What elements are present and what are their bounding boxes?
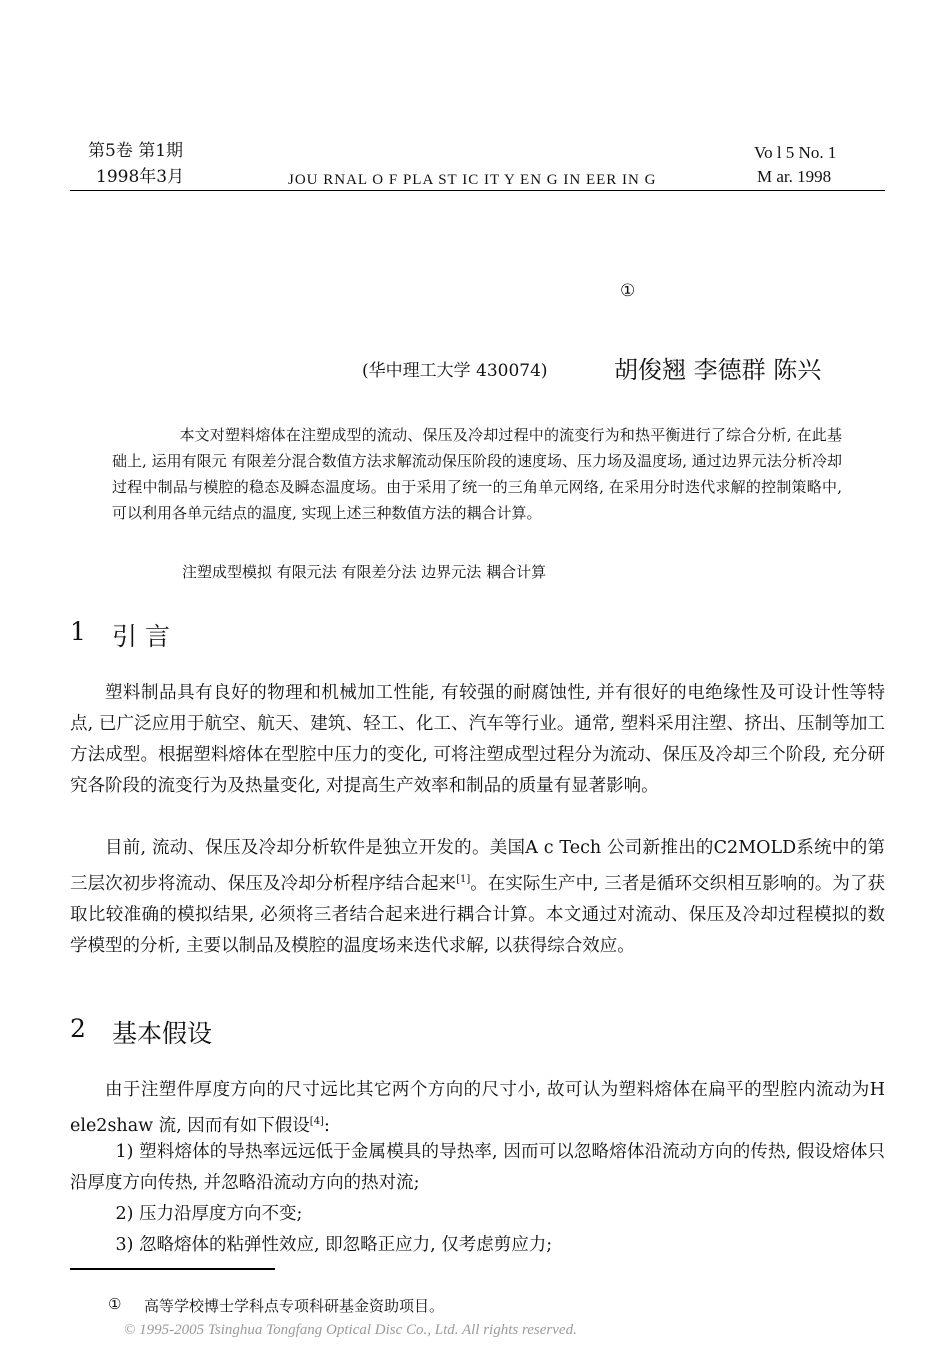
citation-ref: [4] [309,1116,324,1127]
journal-title: JOU RNAL O F PLA ST IC IT Y EN G IN EER IN G [288,172,657,188]
footnote-text: 高等学校博士学科点专项科研基金资助项目。 [144,1297,445,1315]
keywords: 注塑成型模拟 有限元法 有限差分法 边界元法 耦合计算 [182,563,547,581]
authors: 胡俊翘 李德群 陈兴 [614,356,822,384]
title-footnote-marker: ① [620,281,636,301]
section-1-number: 1 [70,617,86,646]
footnote-rule [70,1268,275,1270]
abstract: 本文对塑料熔体在注塑成型的流动、保压及冷却过程中的流变行为和热平衡进行了综合分析, 在此基础上, 运用有限元 有限差分混合数值方法求解流动保压阶段的速度场、压力场及温度场, 通过边界元法分析冷却过程中制品与模腔的稳态及瞬态温度场。由于采用了统一的三角单元网络, 在采用分时迭代求解的控制策略中, 可以利用各单元结点的温度, 实现上述三种数值方法的耦合计算。 [112,426,842,522]
paragraph-text: 由于注塑件厚度方向的尺寸远比其它两个方向的尺寸小, 故可认为塑料熔体在扁平的型腔内流动为H ele2shaw 流, 因而有如下假设 [70,1080,885,1136]
issue-date: 1998年3月 [96,167,185,187]
paragraph-text: : [323,1115,330,1136]
issue-info: 第5卷 第1期 [88,141,184,161]
assumption-item-2: 2) 压力沿厚度方向不变; [115,1204,303,1224]
section-1-title: 引 言 [112,622,170,651]
section-1-paragraph-1: 塑料制品具有良好的物理和机械加工性能, 有较强的耐腐蚀性, 并有很好的电绝缘性及可设计性等特点, 已广泛应用于航空、航天、建筑、轻工、化工、汽车等行业。通常, 塑料采用注塑、挤出、压制等加工方法成型。根据塑料熔体在型腔中压力的变化, 可将注塑成型过程分为流动、保压及冷却三个阶段, 充分研究各阶段的流变行为及热量变化, 对提高生产效率和制品的质量有显著影响。 [70,683,885,796]
affiliation: (华中理工大学 430074) [362,361,548,381]
section-1-paragraph-2 [70,833,885,962]
section-2-title: 基本假设 [112,1019,213,1048]
footnote-marker: ① [108,1295,122,1313]
volume-date: M ar. 1998 [757,167,832,186]
assumption-item-3: 3) 忽略熔体的粘弹性效应, 即忽略正应力, 仅考虑剪应力; [115,1235,553,1255]
section-2-number: 2 [70,1014,86,1043]
header-rule [70,190,885,191]
paragraph-text: 目前, 流动、保压及冷却分析软件是独立开发的。美国A c Tech 公司新推出的C2MOLD系统中的第三层次初步将流动、保压及冷却分析程序结合起来 [70,838,885,894]
assumption-item-1: 1) 塑料熔体的导热率远远低于金属模具的导热率, 因而可以忽略熔体沿流动方向的传热, 假设熔体只沿厚度方向传热, 并忽略沿流动方向的热对流; [70,1142,885,1193]
section-2-paragraph-1 [70,1075,885,1142]
volume-info: Vo l 5 No. 1 [754,143,837,162]
copyright-notice: © 1995-2005 Tsinghua Tongfang Optical Disc Co., Ltd. All rights reserved. [124,1322,577,1338]
paragraph-text: 。在实际生产中, 三者是循环交织相互影响的。为了获取比较准确的模拟结果, 必须将三者结合起来进行耦合计算。本文通过对流动、保压及冷却过程模拟的数学模型的分析, 主要以制品及模腔的温度场来迭代求解, 以获得综合效应。 [70,873,886,956]
citation-ref: [1] [456,874,471,885]
